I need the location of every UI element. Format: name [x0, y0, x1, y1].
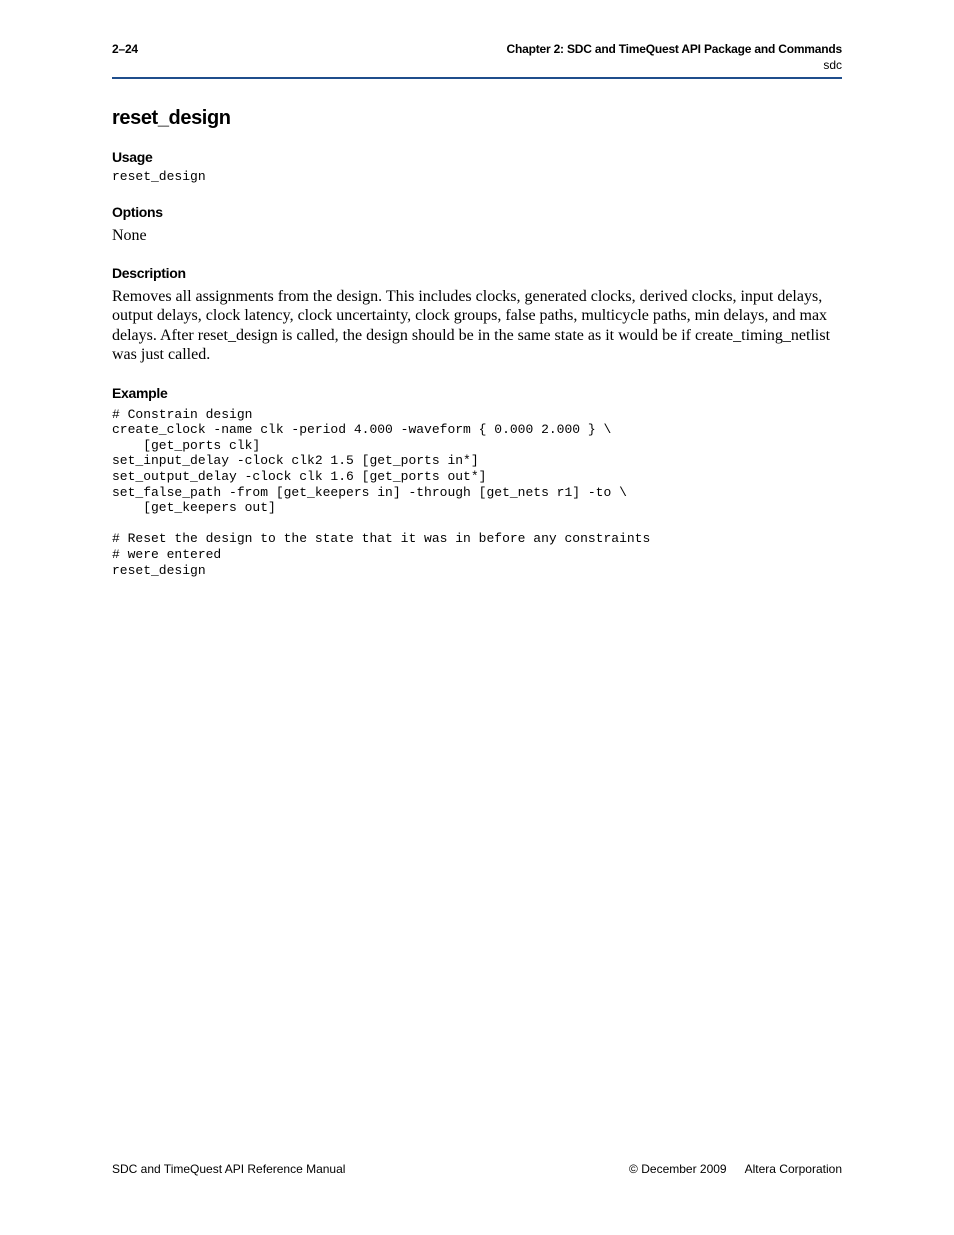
- example-code: # Constrain design create_clock -name clk -period 4.000 -waveform { 0.000 2.000 } \ [get_ports clk] set_input_delay -clock clk2 1.5 [get_ports in*] set_output_delay -clock clk 1.6 [get_ports out*] set_false_path -from [get_keepers in] -through [get_nets r1] -to \ [get_keepers out] # Reset the design to the state that it was in before any constraints # were entered reset_design: [112, 406, 651, 578]
- example-heading: Example: [112, 384, 168, 401]
- description-heading: Description: [112, 265, 186, 281]
- description-text: Removes all assignments from the design. This includes clocks, generated clocks, derived clocks, input delays, output delays, clock latency, clock uncertainty, clock groups, false paths, multicycle paths, min delays, and max delays. After reset_design is called, the design should be in the same state as it would be if create_timing_netlist was just called.: [112, 288, 831, 364]
- command-title: reset_design: [112, 107, 231, 129]
- usage-heading: Usage: [112, 149, 153, 165]
- usage-code: reset_design: [112, 169, 206, 184]
- footer-company: Altera Corporation: [744, 1162, 842, 1176]
- footer-right: [629, 1162, 842, 1176]
- options-heading: Options: [112, 203, 163, 220]
- chapter-title: Chapter 2: SDC and TimeQuest API Package and Commands: [506, 42, 842, 56]
- header-rule: [112, 77, 842, 79]
- command-section: [112, 104, 842, 578]
- footer-date: © December 2009: [629, 1162, 727, 1176]
- section-tag: sdc: [823, 58, 842, 72]
- page-number: 2–24: [112, 42, 138, 56]
- options-text: None: [112, 226, 147, 244]
- footer-manual-title: SDC and TimeQuest API Reference Manual: [112, 1162, 346, 1176]
